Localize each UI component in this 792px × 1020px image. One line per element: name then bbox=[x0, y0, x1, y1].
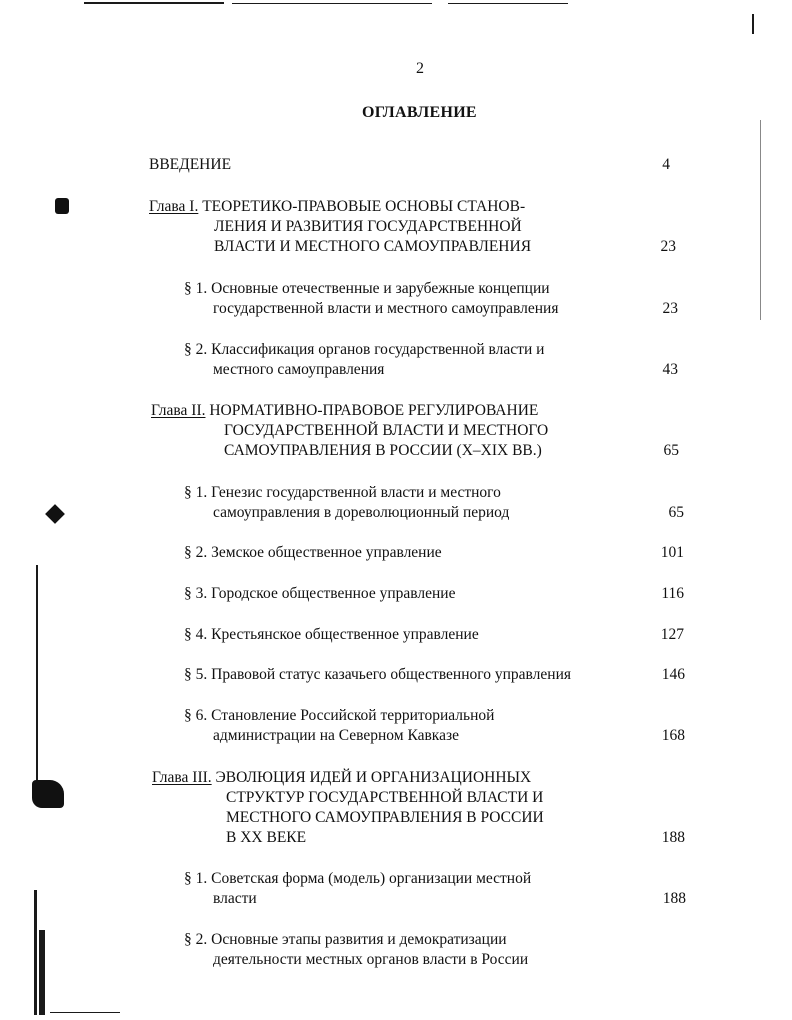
section-line: § 2. Основные этапы развития и демократизации bbox=[184, 931, 507, 948]
section-line: государственной власти и местного самоуправления bbox=[213, 300, 559, 317]
scan-top-rule-3 bbox=[448, 3, 568, 4]
scan-left-edge-3 bbox=[39, 930, 45, 1015]
section-page: 146 bbox=[661, 666, 685, 683]
section-line: § 1. Советская форма (модель) организации местной bbox=[184, 870, 532, 887]
scan-blot-2 bbox=[45, 504, 65, 524]
section-line: § 6. Становление Российской территориальной bbox=[184, 707, 495, 724]
section-line: § 2. Земское общественное управление bbox=[184, 544, 442, 561]
chapter-prefix: Глава II. bbox=[151, 402, 206, 419]
section-page: 168 bbox=[661, 727, 685, 744]
chapter-title-line: САМОУПРАВЛЕНИЯ В РОССИИ (X–XIX ВВ.) bbox=[224, 442, 542, 459]
section-line: § 5. Правовой статус казачьего общественного управления bbox=[184, 666, 571, 683]
chapter-title-line bbox=[152, 768, 531, 788]
chapter-title-text: ТЕОРЕТИКО-ПРАВОВЫЕ ОСНОВЫ СТАНОВ- bbox=[202, 198, 526, 215]
scan-blot-1 bbox=[55, 198, 69, 214]
scan-left-edge-1 bbox=[36, 565, 38, 780]
chapter-title-text: ЭВОЛЮЦИЯ ИДЕЙ И ОРГАНИЗАЦИОННЫХ bbox=[215, 769, 532, 786]
chapter-page: 65 bbox=[663, 442, 679, 459]
scan-right-edge bbox=[760, 120, 761, 320]
chapter-page: 188 bbox=[661, 829, 685, 846]
intro-label: ВВЕДЕНИЕ bbox=[149, 156, 232, 173]
chapter-title-line: ЛЕНИЯ И РАЗВИТИЯ ГОСУДАРСТВЕННОЙ bbox=[214, 218, 522, 235]
section-page: 188 bbox=[662, 890, 686, 907]
section-line: деятельности местных органов власти в России bbox=[213, 951, 529, 968]
chapter-title-text: НОРМАТИВНО-ПРАВОВОЕ РЕГУЛИРОВАНИЕ bbox=[209, 402, 539, 419]
page-number: 2 bbox=[416, 60, 424, 77]
chapter-prefix: Глава I. bbox=[149, 198, 199, 215]
intro-page: 4 bbox=[662, 156, 670, 173]
section-page: 116 bbox=[661, 585, 684, 602]
section-line: § 3. Городское общественное управление bbox=[184, 585, 456, 602]
chapter-title-line: СТРУКТУР ГОСУДАРСТВЕННОЙ ВЛАСТИ И bbox=[226, 789, 544, 806]
section-line: § 1. Основные отечественные и зарубежные концепции bbox=[184, 280, 550, 297]
section-line: § 4. Крестьянское общественное управление bbox=[184, 626, 479, 643]
chapter-title-line: МЕСТНОГО САМОУПРАВЛЕНИЯ В РОССИИ bbox=[226, 809, 544, 826]
section-line: § 2. Классификация органов государственной власти и bbox=[184, 341, 545, 358]
scan-top-rule-2 bbox=[232, 3, 432, 4]
section-line: администрации на Северном Кавказе bbox=[213, 727, 459, 744]
chapter-title-line: ВЛАСТИ И МЕСТНОГО САМОУПРАВЛЕНИЯ bbox=[214, 238, 532, 255]
chapter-prefix: Глава III. bbox=[152, 769, 212, 786]
section-page: 23 bbox=[662, 300, 678, 317]
section-line: самоуправления в дореволюционный период bbox=[213, 504, 510, 521]
chapter-title-line: В XX ВЕКЕ bbox=[226, 829, 307, 846]
section-page: 65 bbox=[668, 504, 684, 521]
chapter-title-line bbox=[149, 197, 525, 217]
toc-title: ОГЛАВЛЕНИЕ bbox=[362, 104, 477, 121]
section-line: местного самоуправления bbox=[213, 361, 385, 378]
section-line: власти bbox=[213, 890, 257, 907]
section-line: § 1. Генезис государственной власти и местного bbox=[184, 484, 501, 501]
scan-top-rule-1 bbox=[84, 2, 224, 4]
scan-blot-3 bbox=[32, 780, 64, 808]
scan-left-edge-2 bbox=[34, 890, 37, 1015]
section-page: 127 bbox=[660, 626, 684, 643]
section-page: 43 bbox=[662, 361, 678, 378]
section-page: 101 bbox=[660, 544, 684, 561]
chapter-page: 23 bbox=[660, 238, 676, 255]
scan-bottom-rule bbox=[50, 1012, 120, 1013]
chapter-title-line bbox=[151, 401, 538, 421]
chapter-title-line: ГОСУДАРСТВЕННОЙ ВЛАСТИ И МЕСТНОГО bbox=[224, 422, 549, 439]
scan-right-tick bbox=[752, 14, 754, 34]
